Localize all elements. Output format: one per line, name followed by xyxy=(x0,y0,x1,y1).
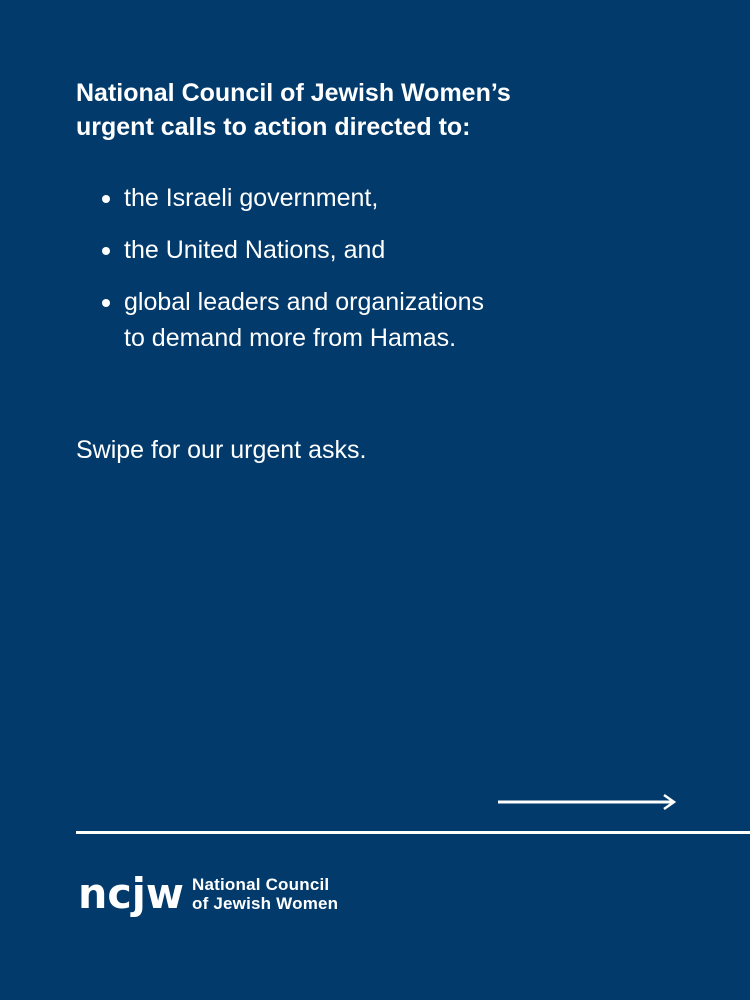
list-item-text: the Israeli government, xyxy=(124,184,379,212)
list-item xyxy=(76,232,636,268)
logo-wordmark xyxy=(192,875,338,913)
bullet-dot-icon xyxy=(102,299,110,307)
logo-mark-text: ncjw xyxy=(78,869,184,918)
page-title xyxy=(76,76,636,144)
bullet-dot-icon xyxy=(102,247,110,255)
title-line-1: National Council of Jewish Women’s xyxy=(76,79,511,107)
logo-name-line-2: of Jewish Women xyxy=(192,894,339,913)
divider xyxy=(76,831,750,834)
swipe-prompt: Swipe for our urgent asks. xyxy=(76,436,367,464)
ncjw-logo xyxy=(78,868,338,920)
list-item-text-continued: to demand more from Hamas. xyxy=(124,324,457,352)
logo-name-line-1: National Council xyxy=(192,875,330,894)
list-item xyxy=(76,180,636,216)
list-item xyxy=(76,284,636,356)
list-item-text: the United Nations, and xyxy=(124,236,386,264)
call-to-action-list xyxy=(76,180,636,372)
arrow-right-icon[interactable] xyxy=(498,792,678,812)
title-line-2: urgent calls to action directed to: xyxy=(76,113,471,141)
ncjw-logo-mark-icon xyxy=(78,868,186,920)
list-item-text: global leaders and organizations xyxy=(124,288,484,316)
bullet-dot-icon xyxy=(102,195,110,203)
